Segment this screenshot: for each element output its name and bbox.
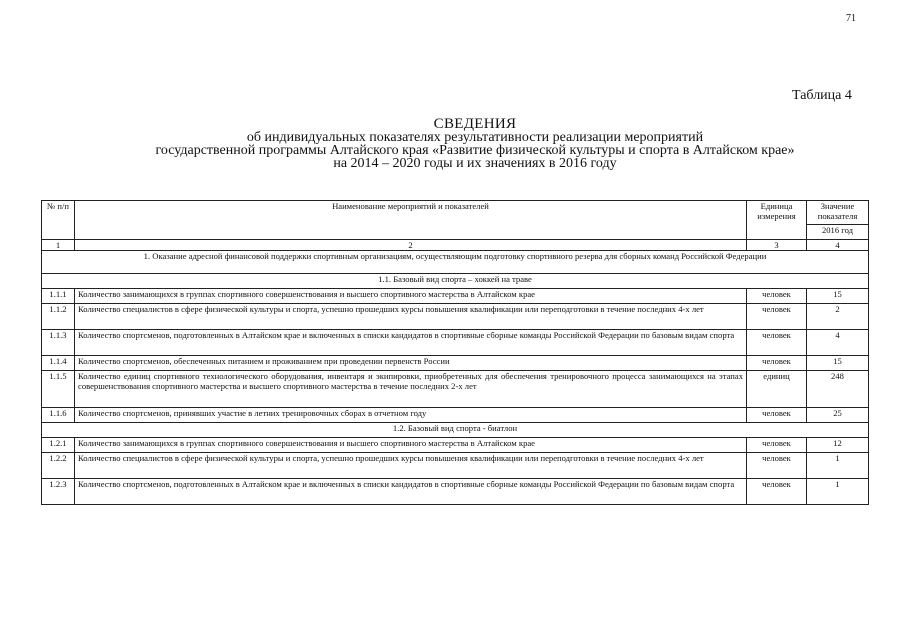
row-unit: человек [747,438,807,453]
section-title: 1. Оказание адресной финансовой поддержки спортивным организациям, осуществляющим подготовку спортивного резерва для сборных команд Российской Федерации [42,251,869,274]
table-row [42,289,869,304]
row-unit: человек [747,330,807,356]
column-numbers-row [42,240,869,251]
document-heading [0,118,905,170]
row-value: 1 [807,453,869,479]
row-indicator-name: Количество занимающихся в группах спортивного совершенствования и высшего спортивного мастерства в Алтайском крае [75,438,747,453]
row-unit: человек [747,408,807,423]
row-value: 15 [807,289,869,304]
row-number: 1.2.1 [42,438,75,453]
row-value: 15 [807,356,869,371]
heading-title: СВЕДЕНИЯ [433,116,517,132]
row-indicator-name: Количество спортсменов, принявших участие в летних тренировочных сборах в отчетном году [75,408,747,423]
header-num: № п/п [42,201,75,240]
row-indicator-name: Количество занимающихся в группах спортивного совершенствования и высшего спортивного мастерства в Алтайском крае [75,289,747,304]
row-indicator-name: Количество спортсменов, обеспеченных питанием и проживанием при проведении первенств России [75,356,747,371]
row-unit: человек [747,453,807,479]
row-number: 1.1.2 [42,304,75,330]
page-number: 71 [846,13,856,24]
table-row [42,408,869,423]
row-indicator-name: Количество специалистов в сфере физической культуры и спорта, успешно прошедших курсы повышения квалификации или переподготовки в течение последних 4-х лет [75,304,747,330]
table-row [42,438,869,453]
table-row [42,479,869,505]
row-value: 25 [807,408,869,423]
row-number: 1.1.1 [42,289,75,304]
col-number-4: 4 [807,240,869,251]
row-value: 2 [807,304,869,330]
row-value: 1 [807,479,869,505]
group-row [42,423,869,438]
row-value: 12 [807,438,869,453]
col-number-3: 3 [747,240,807,251]
heading-line-2: государственной программы Алтайского края «Развитие физической культуры и спорта в Алтайском крае» [155,143,795,158]
row-number: 1.1.4 [42,356,75,371]
row-unit: человек [747,304,807,330]
col-number-2: 2 [75,240,747,251]
row-unit: человек [747,479,807,505]
group-row [42,274,869,289]
heading-line-1: об индивидуальных показателях результативности реализации мероприятий [246,130,704,145]
row-number: 1.2.2 [42,453,75,479]
table-row [42,304,869,330]
table-label: Таблица 4 [792,88,852,103]
row-unit: единиц [747,371,807,408]
row-number: 1.1.5 [42,371,75,408]
row-unit: человек [747,289,807,304]
row-indicator-name: Количество спортсменов, подготовленных в Алтайском крае и включенных в списки кандидатов в спортивные сборные команды Российской Федерации по базовым видам спорта [75,330,747,356]
row-number: 1.2.3 [42,479,75,505]
group-title: 1.1. Базовый вид спорта – хоккей на траве [42,274,869,289]
col-number-1: 1 [42,240,75,251]
header-name: Наименование мероприятий и показателей [75,201,747,240]
indicators-table [41,200,869,505]
header-value-label: Значение показателя [817,201,858,221]
row-indicator-name: Количество единиц спортивного технологического оборудования, инвентаря и экипировки, приобретенных для обеспечения тренировочного процесса занимающихся на этапах совершенствования спортивного мастерства и высшего спортивного мастерства в течение последних 2-х лет [75,371,747,408]
header-year: 2016 год [807,224,868,235]
table-row [42,356,869,371]
row-indicator-name: Количество спортсменов, подготовленных в Алтайском крае и включенных в списки кандидатов в спортивные сборные команды Российской Федерации по базовым видам спорта [75,479,747,505]
table-row [42,371,869,408]
header-unit: Единица измерения [747,201,807,240]
heading-line-3: на 2014 – 2020 годы и их значениях в 2016 году [333,156,617,171]
section-row [42,251,869,274]
table-row [42,453,869,479]
row-value: 248 [807,371,869,408]
group-title: 1.2. Базовый вид спорта - биатлон [42,423,869,438]
row-number: 1.1.6 [42,408,75,423]
table-header-row [42,201,869,240]
row-number: 1.1.3 [42,330,75,356]
row-value: 4 [807,330,869,356]
table-row [42,330,869,356]
header-value [807,201,869,240]
row-unit: человек [747,356,807,371]
row-indicator-name: Количество специалистов в сфере физической культуры и спорта, успешно прошедших курсы повышения квалификации или переподготовки в течение последних 4-х лет [75,453,747,479]
